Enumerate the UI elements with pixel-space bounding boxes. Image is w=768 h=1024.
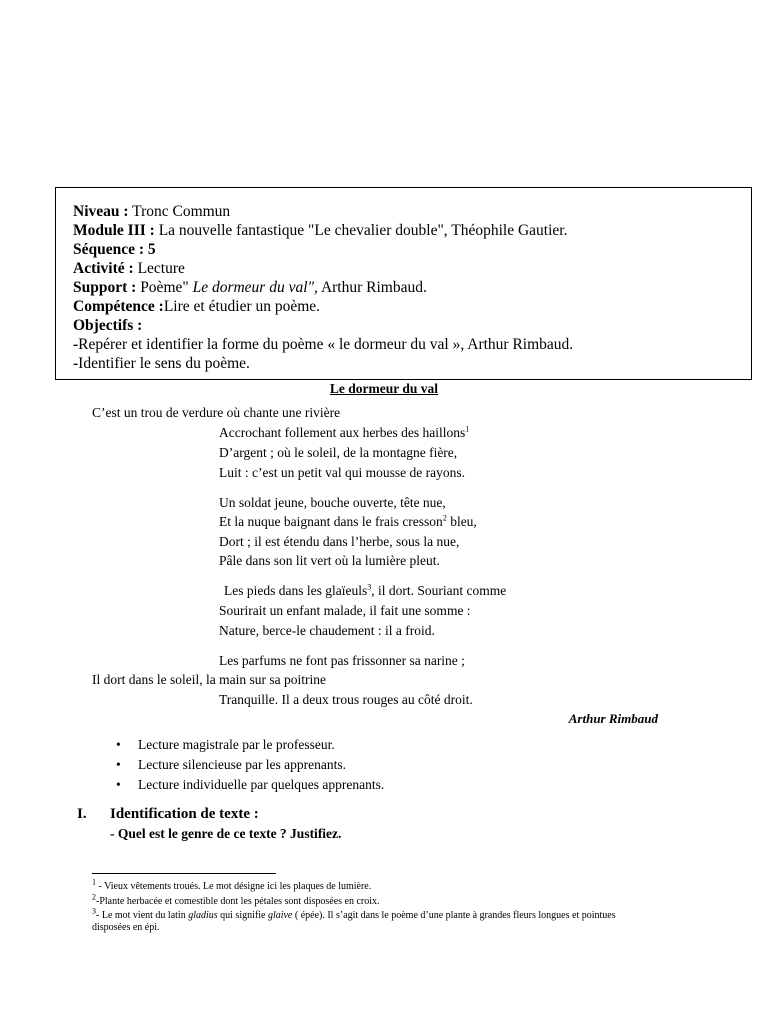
section-number: I. xyxy=(77,806,87,822)
poem-line: Luit : c’est un petit val qui mousse de rayons. xyxy=(219,465,465,480)
poem-line: Pâle dans son lit vert où la lumière pleut. xyxy=(219,553,440,568)
bullet-icon: • xyxy=(116,737,121,752)
poem-line: Et la nuque baignant dans le frais cresson$^2$ bleu, xyxy=(219,513,477,529)
list-item: Lecture silencieuse par les apprenants. xyxy=(138,757,347,772)
bullet-icon: • xyxy=(116,757,121,772)
poem-title: Le dormeur du val xyxy=(329,381,439,396)
lesson-info-box xyxy=(55,187,752,380)
footnote-1: $^1$ - Vieux vêtements troués. Le mot désigne ici les plaques de lumière. xyxy=(92,877,372,892)
poem-line: D’argent ; où le soleil, de la montagne fière, xyxy=(219,445,458,460)
niveau-line: Niveau : Tronc Commun xyxy=(73,203,231,220)
activite-line: Activité : Lecture xyxy=(73,260,185,277)
list-item: Lecture magistrale par le professeur. xyxy=(138,737,335,752)
section-question: - Quel est le genre de ce texte ? Justifiez. xyxy=(110,826,342,841)
footnote-2: $^2$-Plante herbacée et comestible dont les pétales sont disposées en croix. xyxy=(92,892,380,907)
footnote-3: $^3$- Le mot vient du latin gladius qui signifie glaive ( épée). Il s’agit dans le poème d’une plante à grandes fleurs longues et pointues disposées en épi. xyxy=(92,906,616,933)
poem-author: Arthur Rimbaud xyxy=(568,711,658,726)
poem-line: C’est un trou de verdure où chante une rivière xyxy=(92,405,341,420)
bullet-icon: • xyxy=(116,777,121,792)
footnote-divider xyxy=(92,873,276,874)
poem-line: Nature, berce-le chaudement : il a froid. xyxy=(219,623,435,638)
objectif-1: -Repérer et identifier la forme du poème « le dormeur du val », Arthur Rimbaud. xyxy=(73,336,574,353)
poem-line: Tranquille. Il a deux trous rouges au côté droit. xyxy=(219,692,473,707)
poem-line: Les parfums ne font pas frissonner sa narine ; xyxy=(219,653,465,668)
sequence-line: Séquence : 5 xyxy=(73,241,156,258)
module-line: Module III : La nouvelle fantastique "Le chevalier double", Théophile Gautier. xyxy=(73,222,568,239)
poem-line: Un soldat jeune, bouche ouverte, tête nue, xyxy=(219,495,446,510)
support-line: Support : Poème" Le dormeur du val", Arthur Rimbaud. xyxy=(73,279,427,296)
poem-line: Sourirait un enfant malade, il fait une somme : xyxy=(219,603,471,618)
competence-line: Compétence :Lire et étudier un poème. xyxy=(73,298,321,315)
poem-line: Accrochant follement aux herbes des haillons$^1$ xyxy=(219,424,470,440)
objectifs-heading: Objectifs : xyxy=(73,317,143,334)
poem-line: Dort ; il est étendu dans l’herbe, sous la nue, xyxy=(219,534,460,549)
poem-line: Les pieds dans les glaïeuls$^3$, il dort. Souriant comme xyxy=(224,582,507,598)
poem-line: Il dort dans le soleil, la main sur sa poitrine xyxy=(92,672,326,687)
section-title: Identification de texte : xyxy=(110,806,259,822)
objectif-2: -Identifier le sens du poème. xyxy=(73,355,250,372)
list-item: Lecture individuelle par quelques apprenants. xyxy=(138,777,385,792)
